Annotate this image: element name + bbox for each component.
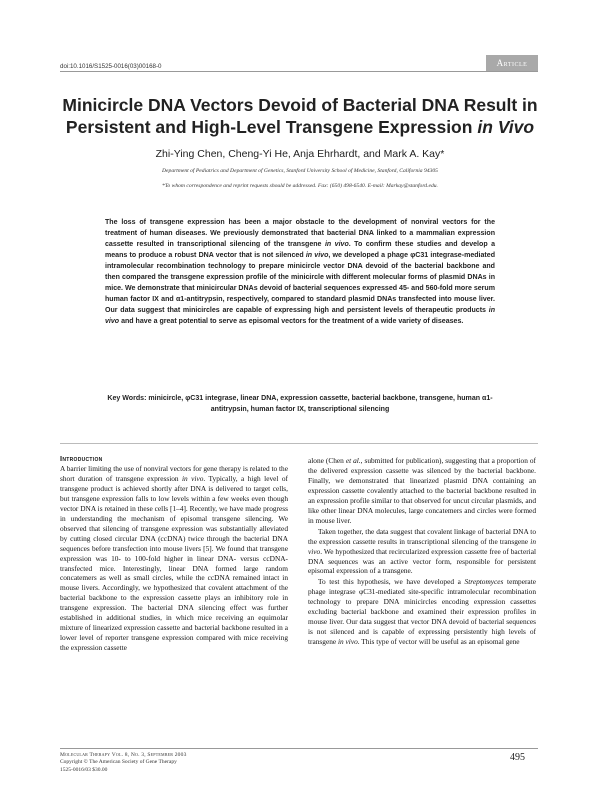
abstract-text-2: . To confirm these studies and develop a means to produce a robust DNA vector that is not silenced <box>105 240 495 259</box>
affiliation: Department of Pediatrics and Department of Genetics, Stanford University School of Medicine, Stanford, California 94305 <box>162 168 438 174</box>
intro-right-p3-text-3: . This type of vector will be useful as an episomal gene <box>357 637 520 647</box>
journal-citation: Molecular Therapy Vol. 8, No. 3, September 2003 <box>60 752 187 758</box>
intro-right-p1-text-1: alone (Chen <box>308 456 346 465</box>
intro-right-p3-italic-2: in vivo <box>337 637 358 647</box>
footer <box>60 752 187 774</box>
abstract <box>105 218 495 328</box>
abstract-text-4: and have a great potential to serve as episomal vectors for the treatment of a wide variety of diseases. <box>119 317 464 325</box>
issn-line: 1525-0016/03 $30.00 <box>60 766 108 773</box>
body-column-right <box>308 456 536 647</box>
abstract-text-3: , we developed a phage φC31 integrase-mediated intramolecular recombination technology to prepare minicircle vector DNA devoid of the bacterial backbone and then compared the transgene expression profile of the minicircle with different molecular forms of plasmid DNAs in mice. We demonstrate that minicircular DNAs devoid of bacterial sequences expressed 45- and 560-fold more serum human factor IX and α1-antitrypsin, respectively, compared to standard plasmid DNAs transfected into mouse liver. Our data suggest that minicircles are capable of expressing high and persistent levels of therapeutic products <box>105 251 495 314</box>
intro-right-p3-italic-1: Streptomyces <box>464 577 504 587</box>
body-column-left <box>60 454 288 653</box>
intro-paragraph-1 <box>60 464 288 653</box>
abstract-italic-3: in vivo <box>105 306 495 325</box>
intro-right-p2-italic-1: in vivo <box>308 536 536 556</box>
footer-rule <box>60 748 538 749</box>
abstract-text-1: The loss of transgene expression has been a major obstacle to the development of nonviral vectors for the treatment of human diseases. We previously demonstrated that bacterial DNA linked to a mammalian expression cassette resulted in transcriptional silencing of the transgene <box>105 219 495 248</box>
section-heading-introduction: Introduction <box>60 454 103 463</box>
keywords: Key Words: minicircle, φC31 integrase, linear DNA, expression cassette, bacterial backbone, transgene, human α1-antitrypsin, human factor IX, transcriptional silencing <box>107 395 493 413</box>
intro-right-p2-text-1: Taken together, the data suggest that covalent linkage of bacterial DNA to the expression cassette results in transcriptional silencing of the transgene <box>308 526 536 546</box>
author-list: Zhi-Ying Chen, Cheng-Yi He, Anja Ehrhardt, and Mark A. Kay* <box>155 148 445 160</box>
intro-right-p1-text-2: , submitted for publication), suggesting that a proportion of the delivered expression cassette was silenced by the bacterial backbone. Finally, we demonstrated that linearized plasmid DNA containing an expression cassette covalently attached to the bacterial backbone resulted in an expression profile similar to that observed for uncut circular plasmids, and like other linear DNA molecules, large concatemers and circles were formed in mouse liver. <box>308 456 536 525</box>
title-italic: in Vivo <box>477 117 535 137</box>
copyright-line: Copyright © The American Society of Gene Therapy <box>60 759 177 766</box>
intro-left-text-1: A barrier limiting the use of nonviral vectors for gene therapy is related to the short duration of transgene expression <box>60 464 288 483</box>
abstract-italic-2: in vivo <box>305 251 329 259</box>
intro-right-p3-text-1: To test this hypothesis, we have developed a <box>318 577 465 587</box>
intro-paragraph-2 <box>308 527 536 577</box>
title-main: Minicircle DNA Vectors Devoid of Bacterial DNA Result in Persistent and High-Level Transgene Expression <box>62 95 538 137</box>
page-number: 495 <box>510 752 525 763</box>
header-rule <box>60 71 538 72</box>
paper-title <box>40 94 560 138</box>
intro-right-p3-text-2: temperate phage integrase φC31-mediated site-specific intramolecular recombination technology to prepare DNA minicircles encoding expression cassettes excluding bacterial backbone and examined their expression profiles in mouse liver. Our data suggest that vector DNA devoid of bacterial sequences is not silenced and is capable of expressing persistently high levels of transgene <box>308 577 536 647</box>
abstract-italic-1: in vivo <box>324 240 349 248</box>
intro-paragraph-3 <box>308 577 536 647</box>
article-type-tag: Article <box>486 55 538 71</box>
intro-right-p2-text-2: . We hypothesized that recircularized expression cassette free of bacterial DNA sequences was an active vector form, responsible for persistent episomal expression of a transgene. <box>308 546 536 576</box>
intro-paragraph-1-cont <box>308 456 536 526</box>
intro-left-text-2: . Typically, a high level of transgene product is achieved shortly after DNA is delivered to target cells, but transgene expression falls to low levels within a few weeks even though vector DNA is retained in these cells [1–4]. Recently, we have made progress in understanding the mechanism of episomal transgene silencing. We observed that silencing of transgene expression was substantially alleviated by cutting closed circular DNA (ccDNA) twice through the bacterial DNA sequences before transfection into mouse livers [5]. We found that transgene expression was 10- to 100-fold higher in linear DNA- versus ccDNA-transfected mice. Interestingly, linear DNA formed large random concatemers as well as small circles, while the ccDNA remained intact in mouse livers. Accordingly, we hypothesized that covalent attachment of the bacterial backbone to the expression cassette plays an inhibitory role in transgene expression. The bacterial DNA silencing effect was further established in additional studies, in which mice receiving an equimolar mixture of linearized expression cassette and bacterial backbone resulted in a lower level of reporter transgene expression compared with mice receiving the expression cassette <box>60 473 288 653</box>
doi: doi:10.1016/S1525-0016(03)00168-0 <box>60 63 162 70</box>
section-divider <box>60 443 538 444</box>
correspondence-note: *To whom correspondence and reprint requests should be addressed. Fax: (650) 498-6540. E-mail: Markay@stanford.edu. <box>162 183 438 189</box>
intro-left-italic-1: in vivo <box>182 473 204 483</box>
intro-right-p1-italic-1: et al. <box>345 456 361 465</box>
